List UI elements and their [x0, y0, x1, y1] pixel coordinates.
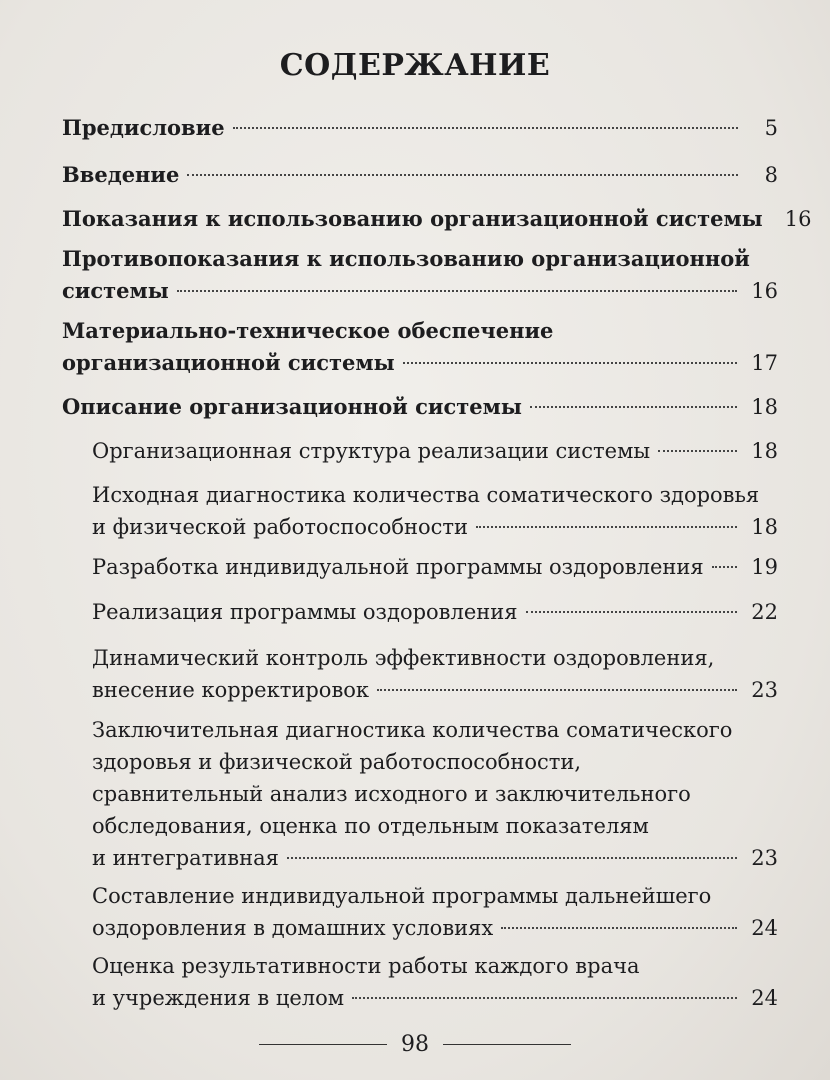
toc-page-number: 18	[751, 439, 778, 463]
dot-leader	[403, 362, 738, 364]
toc-entry-title: Введение	[62, 162, 180, 187]
toc-page-number: 23	[751, 846, 778, 870]
toc-entry-preface	[62, 112, 778, 144]
toc-entry-title-line: Заключительная диагностика количества соматического	[92, 718, 733, 742]
dot-leader	[287, 857, 737, 859]
page-number: 98	[401, 1032, 429, 1057]
toc-subentry-performance-evaluation	[92, 950, 778, 1014]
toc-entry-title-line: Составление индивидуальной программы дальнейшего	[92, 884, 712, 908]
page-title: СОДЕРЖАНИЕ	[279, 48, 551, 83]
toc-subentry-home-program	[92, 880, 778, 944]
toc-entry-title-line: Динамический контроль эффективности оздоровления,	[92, 646, 715, 670]
footer-rule-right	[443, 1044, 571, 1045]
toc-entry-title-line: Противопоказания к использованию организационной	[62, 246, 750, 271]
toc-subentry-program-development	[92, 551, 778, 583]
toc-entry-title-line: здоровья и физической работоспособности,	[92, 750, 582, 774]
toc-entry-material-support	[62, 315, 778, 379]
toc-page-number: 18	[751, 515, 778, 539]
dot-leader	[233, 127, 738, 129]
page-footer	[0, 1032, 830, 1057]
toc-entry-title: Реализация программы оздоровления	[92, 600, 518, 624]
toc-entry-indications	[62, 203, 812, 235]
toc-page-number: 16	[751, 279, 778, 303]
dot-leader	[187, 174, 738, 176]
toc-page-number: 22	[751, 600, 778, 624]
dot-leader	[352, 997, 737, 999]
toc-entry-title-line: и учреждения в целом	[92, 986, 345, 1010]
toc-page-number: 24	[751, 986, 778, 1010]
dot-leader	[177, 290, 737, 292]
toc-entry-title-line: Оценка результативности работы каждого врача	[92, 954, 640, 978]
toc-entry-title: Организационная структура реализации системы	[92, 439, 651, 463]
toc-entry-title: Описание организационной системы	[62, 394, 522, 419]
dot-leader	[476, 526, 737, 528]
toc-entry-title-line: оздоровления в домашних условиях	[92, 916, 494, 940]
toc-subentry-org-structure	[92, 435, 778, 467]
toc-page-number: 17	[751, 351, 778, 375]
toc-page-number: 19	[751, 555, 778, 579]
toc-subentry-initial-diagnostics	[92, 479, 778, 543]
toc-page-number: 8	[764, 163, 778, 187]
toc-entry-title: Показания к использованию организационной системы	[62, 206, 763, 231]
toc-entry-title-line: и интегративная	[92, 846, 279, 870]
toc-entry-system-description	[62, 391, 778, 423]
toc-entry-title-line: и физической работоспособности	[92, 515, 469, 539]
toc-entry-title-line: системы	[62, 278, 169, 303]
toc-subentry-program-implementation	[92, 596, 778, 628]
toc-page-number: 23	[751, 678, 778, 702]
dot-leader	[526, 611, 738, 613]
toc-entry-title: Предисловие	[62, 115, 225, 140]
dot-leader	[377, 689, 737, 691]
toc-entry-title-line: Исходная диагностика количества соматического здоровья	[92, 483, 760, 507]
toc-entry-title-line: обследования, оценка по отдельным показателям	[92, 814, 649, 838]
toc-page-number: 16	[784, 207, 812, 231]
toc-page-number: 24	[751, 916, 778, 940]
toc-entry-title-line: организационной системы	[62, 350, 395, 375]
toc-page-number: 18	[751, 395, 778, 419]
toc-entry-title-line: сравнительный анализ исходного и заключительного	[92, 782, 691, 806]
dot-leader	[530, 406, 737, 408]
dot-leader	[501, 927, 737, 929]
toc-entry-introduction	[62, 159, 778, 191]
toc-entry-contraindications	[62, 243, 778, 307]
toc-subentry-final-diagnostics	[92, 714, 778, 874]
dot-leader	[658, 450, 737, 452]
toc-entry-title-line: Материально-техническое обеспечение	[62, 318, 554, 343]
footer-rule-left	[259, 1044, 387, 1045]
toc-page-number: 5	[764, 116, 778, 140]
toc-entry-title-line: внесение корректировок	[92, 678, 370, 702]
toc-subentry-dynamic-control	[92, 642, 778, 706]
toc-entry-title: Разработка индивидуальной программы оздоровления	[92, 555, 704, 579]
dot-leader	[712, 566, 738, 568]
